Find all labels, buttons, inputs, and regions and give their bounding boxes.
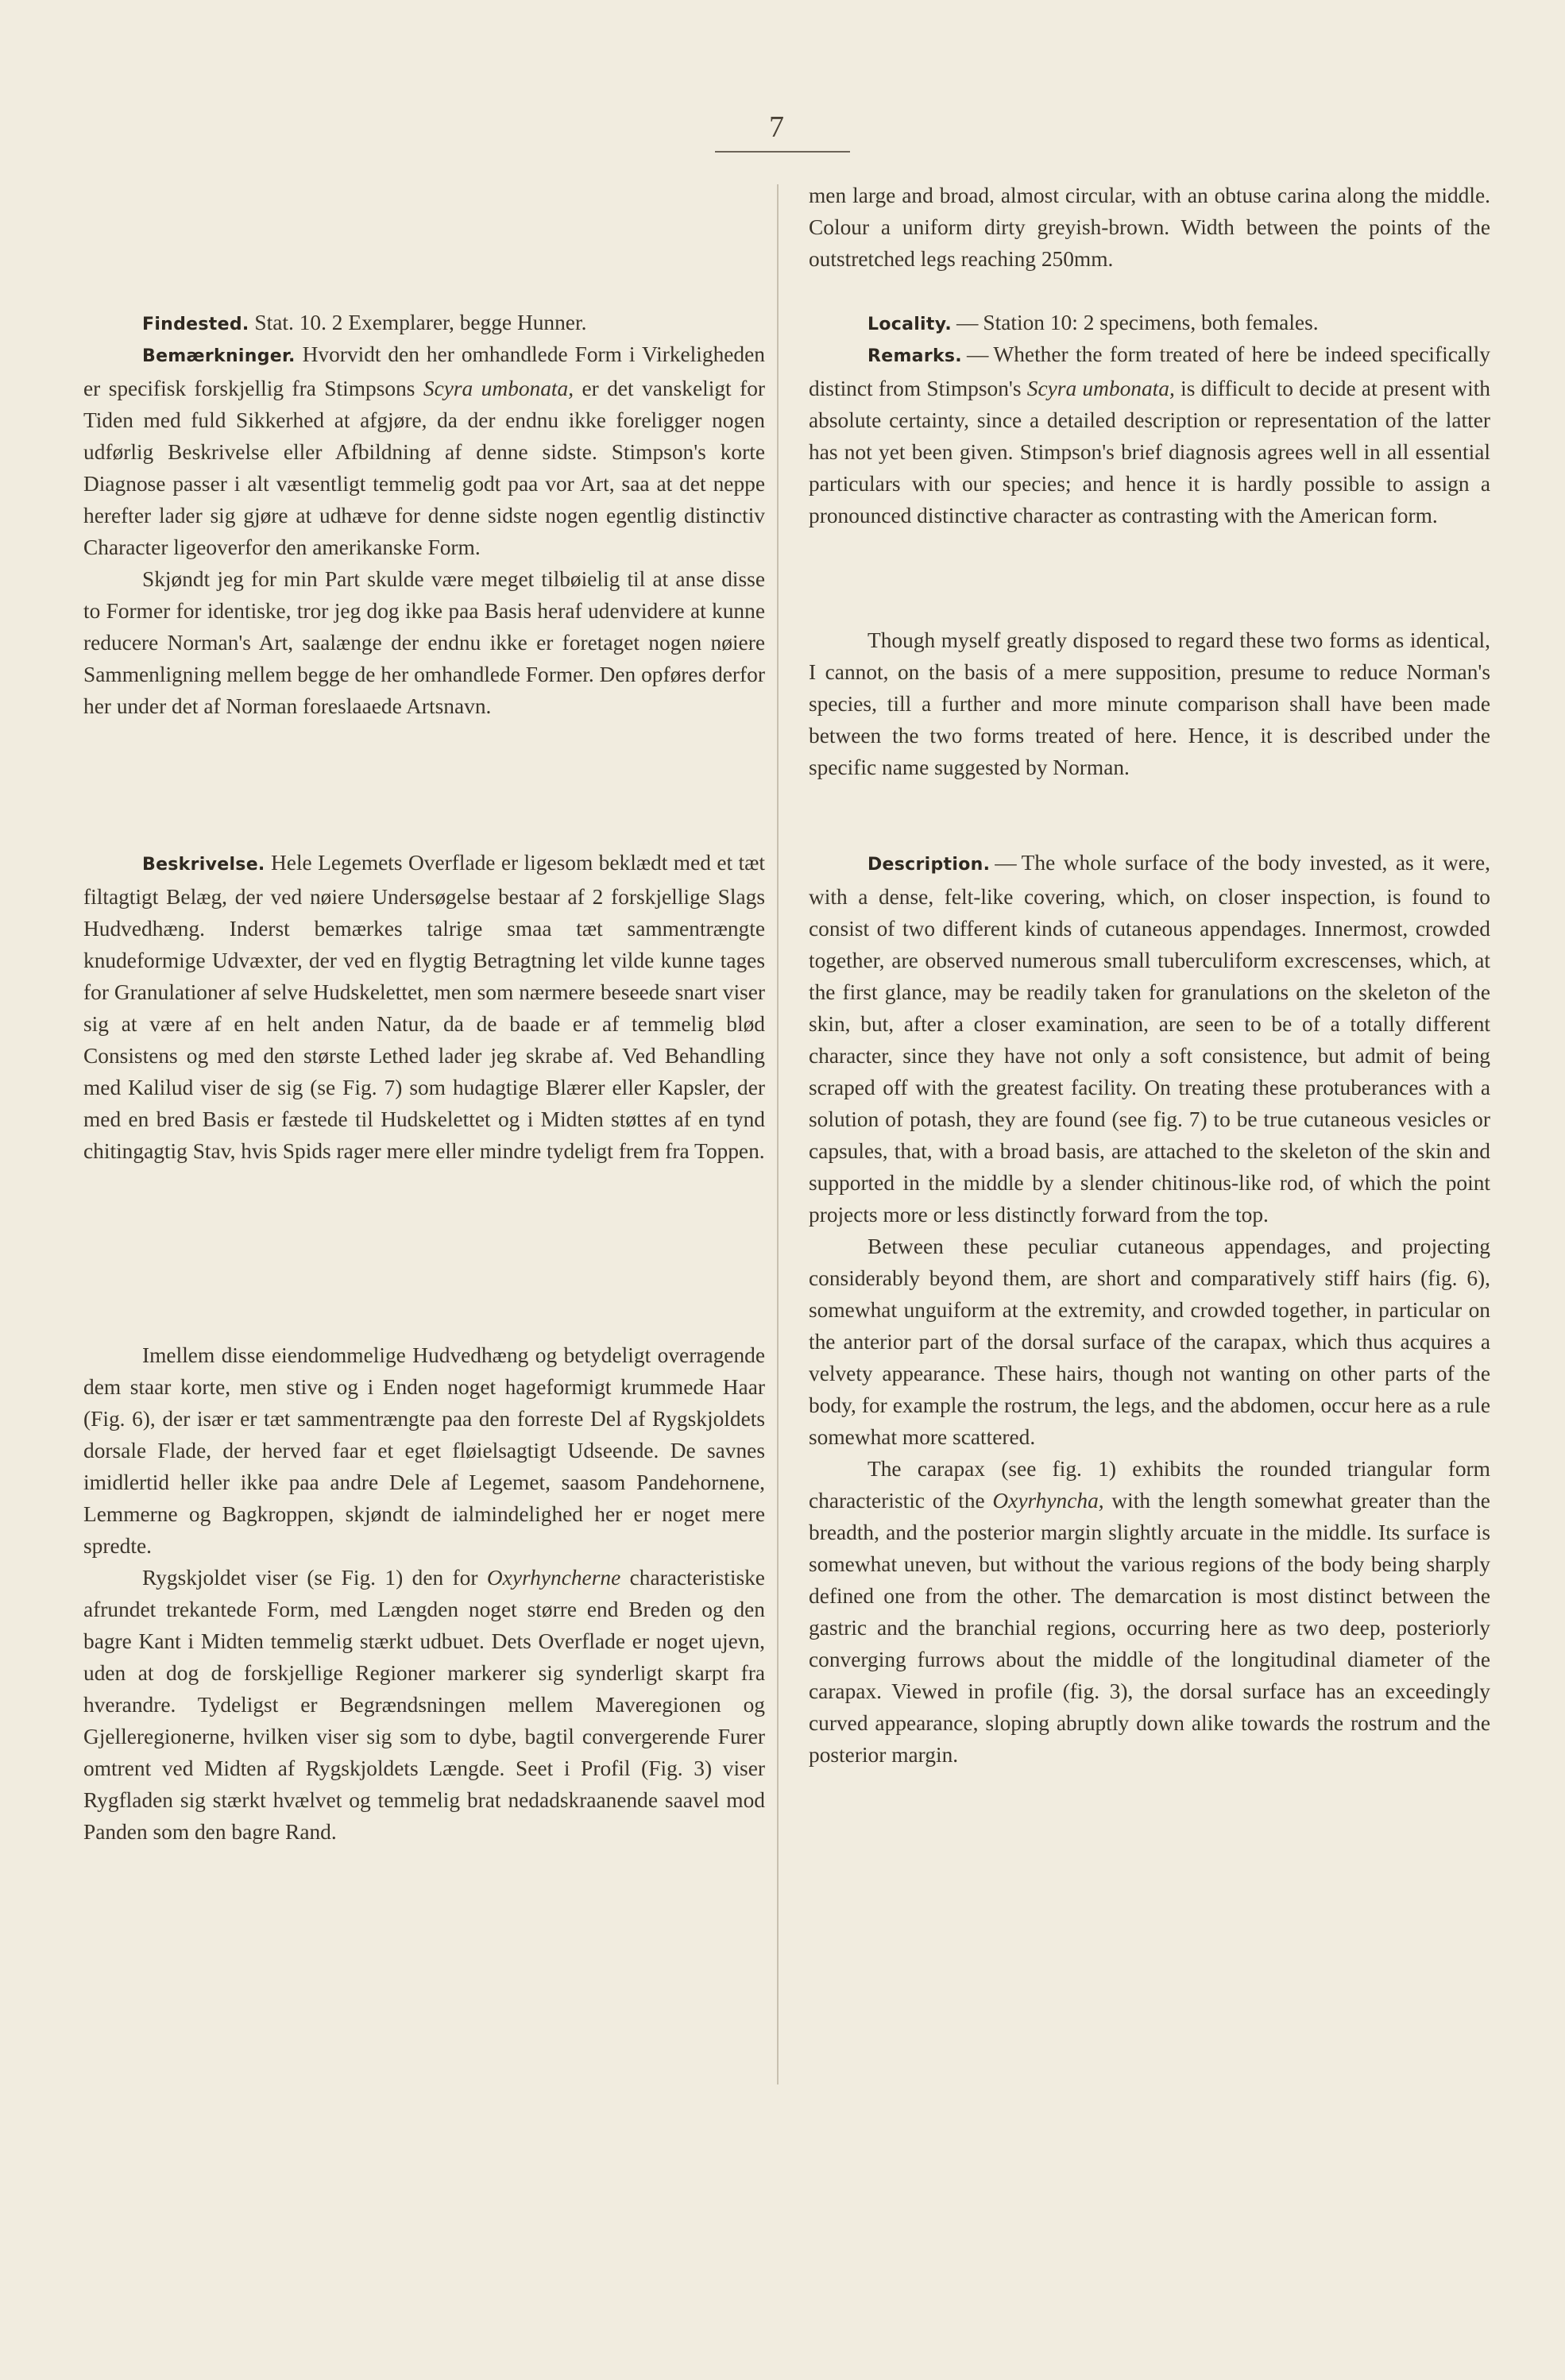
description-paragraph-1: Description. — The whole surface of the body invested, as it were, with a dense, felt-like covering, which, on closer inspection, is found to consist of two different kinds of cutaneous appendages. Innermost, crowded together, are observed numerous small tuberculiform excrescenses, which, at the first glance, may be readily taken for granulations on the skeleton of the skin, but, after a closer examination, are seen to be of a totally different character, since they have not only a soft consistence, but admit of being scraped off with the greatest facility. On treating these protuberances with a solution of potash, they are found (see fig. 7) to be true cutaneous vesicles or capsules, that, with a broad basis, are attached to the skeleton of the skin and supported in the middle by a slender chitinous-like rod, of which the point projects more or less distinctly forward from the top. — [809, 851, 1490, 1227]
description-section — [809, 847, 1490, 1771]
description-genus: Oxyrhyncha, — [992, 1489, 1104, 1513]
page-number: 7 — [769, 110, 784, 144]
findested-section — [83, 307, 765, 341]
bemaerkninger-paragraph-2: Skjøndt jeg for min Part skulde være meget tilbøielig til at anse disse to Former for identiske, tror jeg dog ikke paa Basis heraf udenvidere at kunne reducere Norman's Art, saalænge der endnu ikke er foretaget nogen nøiere Sammenligning mellem begge de her omhandlede Former. Den opføres derfor her under det af Norman foreslaaede Artsnavn. — [83, 567, 765, 718]
bemaerkninger-text-1b: er det vanskeligt for Tiden med fuld Sikkerhed at afgjøre, da der endnu ikke foreligger nogen udførlig Beskrivelse eller Afbildning af denne sidste. Stimpson's korte Diagnose passer i alt væsentligt temmelig godt paa vor Art, saa at det neppe herefter lader sig gjøre at udhæve for denne sidste nogen egentlig distinctiv Character ligeoverfor den amerikanske Form. — [83, 377, 766, 559]
bemaerkninger-heading: Bemærkninger. — [142, 346, 296, 366]
intro-paragraph: men large and broad, almost circular, with an obtuse carina along the middle. Colour a uniform dirty greyish-brown. Width between the points of the outstretched legs reaching 250mm. — [809, 184, 1490, 271]
beskrivelse-paragraph-2: Imellem disse eiendommelige Hudvedhæng og betydeligt overragende dem staar korte, men stive og i Enden noget hageformigt krummede Haar (Fig. 6), der især er tæt sammentrængte paa den forreste Del af Rygskjoldets dorsale Flade, der herved faar et eget fløielsagtigt Udseende. De savnes imidlertid heller ikke paa andre Dele af Legemet, saasom Pandehornene, Lemmerne og Bagkroppen, skjøndt de ialmindelighed her er noget mere spredte. — [83, 1343, 765, 1558]
bemaerkninger-species: Scyra umbonata, — [423, 377, 574, 400]
remarks-paragraph-1: Remarks. — Whether the form treated of here be indeed specifically distinct from Stimpson's Scyra umbonata, is difficult to decide at present with absolute certainty, since a detailed description or representation of the latter has not yet been given. Stimpson's brief diagnosis agrees well in all essential particulars with our species; and hence it is hardly possible to assign a pronounced distinctive character as contrasting with the American form. — [809, 342, 1490, 527]
bemaerkninger-text-1: Hvorvidt den her omhandlede Form i Virkeligheden er specifisk forskjellig fra Stimpsons — [83, 342, 765, 400]
remarks-section — [809, 338, 1490, 531]
remarks-species: Scyra umbonata, — [1026, 377, 1175, 400]
remarks-heading: Remarks. — [868, 346, 962, 366]
findested-heading: Findested. — [142, 315, 249, 334]
remarks-text-1a: Whether the form treated of here be indeed specifically distinct from Stimpson's — [809, 342, 1490, 400]
beskrivelse-text-3b: characteristiske afrundet trekantede Form, med Længden noget større end Breden og den bagre Kant i Midten temmelig stærkt udbuet. Dets Overflade er noget ujevn, uden at dog de forskjellige Regioner markerer sig synderligt skarpt fra hverandre. Tydeligst er Begrændsningen mellem Maveregionen og Gjelleregionerne, hvilken viser sig som to dybe, bagtil convergerende Furer omtrent ved Midten af Rygskjoldets Længde. Seet i Profil (Fig. 3) viser Rygfladen sig stærkt hvælvet og temmelig brat nedadskraanende saavel mod Panden som den bagre Rand. — [83, 1566, 765, 1844]
remarks-continued — [809, 624, 1490, 783]
beskrivelse-continued — [83, 1339, 765, 1848]
findested-text: Stat. 10. 2 Exemplarer, begge Hunner. — [254, 311, 587, 334]
page-number-rule — [715, 151, 850, 153]
description-paragraph-2: Between these peculiar cutaneous appendages, and projecting considerably beyond them, are short and comparatively stiff hairs (fig. 6), somewhat unguiform at the extremity, and crowded together, in particular on the anterior part of the dorsal surface of the carapax, which thus acquires a velvety appearance. These hairs, though not wanting on other parts of the body, for example the rostrum, the legs, and the abdomen, occur here as a rule somewhat more scattered. — [809, 1234, 1490, 1449]
description-text-1: The whole surface of the body invested, as it were, with a dense, felt-like covering, which, on closer inspection, is found to consist of two different kinds of cutaneous appendages. Innermost, crowded together, are observed numerous small tuberculiform excrescenses, which, at the first glance, may be readily taken for granulations on the skeleton of the skin, but, after a closer examination, are seen to be of a totally different character, since they have not only a soft consistence, but admit of being scraped off with the greatest facility. On treating these protuberances with a solution of potash, they are found (see fig. 7) to be true cutaneous vesicles or capsules, that, with a broad basis, are attached to the skeleton of the skin and supported in the middle by a slender chitinous-like rod, of which the point projects more or less distinctly forward from the top. — [809, 851, 1490, 1227]
beskrivelse-heading: Beskrivelse. — [142, 855, 265, 875]
beskrivelse-text-3a: Rygskjoldet viser (se Fig. 1) den for — [142, 1566, 478, 1590]
description-text-3b: with the length somewhat greater than the breadth, and the posterior margin slightly arcuate in the middle. Its surface is somewhat uneven, but without the various regions of the body being sharply defined one from the other. The demarcation is most distinct between the gastric and the branchial regions, occurring here as two deep, posteriorly converging furrows about the middle of the longitudinal diameter of the carapax. Viewed in profile (fig. 3), the dorsal surface has an exceedingly curved appearance, sloping abruptly down alike towards the rostrum and the posterior margin. — [809, 1489, 1490, 1767]
beskrivelse-paragraph-3 — [83, 1562, 765, 1848]
beskrivelse-genus: Oxyrhyncherne — [486, 1566, 621, 1590]
locality-heading: Locality. — [868, 315, 952, 334]
description-heading: Description. — [868, 855, 991, 875]
column-divider — [777, 184, 779, 2084]
description-paragraph-3 — [809, 1453, 1490, 1771]
bemaerkninger-paragraph-1 — [83, 338, 765, 563]
locality-text: Station 10: 2 specimens, both females. — [983, 311, 1319, 334]
locality-section — [809, 307, 1490, 341]
findested-paragraph — [83, 307, 765, 341]
remarks-paragraph-2: Though myself greatly disposed to regard these two forms as identical, I cannot, on the basis of a mere supposition, presume to reduce Norman's species, till a further and more minute comparison shall have been made between the two forms treated of here. Hence, it is described under the specific name suggested by Norman. — [809, 628, 1490, 779]
locality-paragraph: Locality. — Station 10: 2 specimens, both females. — [868, 311, 1319, 334]
intro-section — [809, 180, 1490, 275]
description-text-3a: The carapax (see fig. 1) exhibits the rounded triangular form characteristic of the — [809, 1457, 1490, 1513]
beskrivelse-section — [83, 847, 765, 1167]
beskrivelse-paragraph-1 — [83, 847, 765, 1167]
beskrivelse-text-1: Hele Legemets Overflade er ligesom beklædt med et tæt filtagtigt Belæg, der ved nøiere Undersøgelse bestaar af 2 forskjellige Slags Hudvedhæng. Inderst bemærkes talrige smaa tæt sammentrængte knudeformige Udvæxter, der ved en flygtig Betragtning let vilde kunne tages for Granulationer af selve Hudskelettet, men som nærmere beseede snart viser sig at være af en helt anden Natur, da de baade er af temmelig blød Consistens og med den største Lethed lader jeg skrabe af. Ved Behandling med Kalilud viser de sig (se Fig. 7) som hudagtige Blærer eller Kapsler, der med en bred Basis er fæstede til Hudskelettet og i Midten støttes af en tynd chitingagtig Stav, hvis Spids rager mere eller mindre tydeligt frem fra Toppen. — [83, 851, 765, 1163]
bemaerkninger-section — [83, 338, 765, 722]
remarks-text-1b: is difficult to decide at present with absolute certainty, since a detailed description or representation of the latter has not yet been given. Stimpson's brief diagnosis agrees well in all essential particulars with our species; and hence it is hardly possible to assign a pronounced distinctive character as contrasting with the American form. — [809, 377, 1490, 527]
